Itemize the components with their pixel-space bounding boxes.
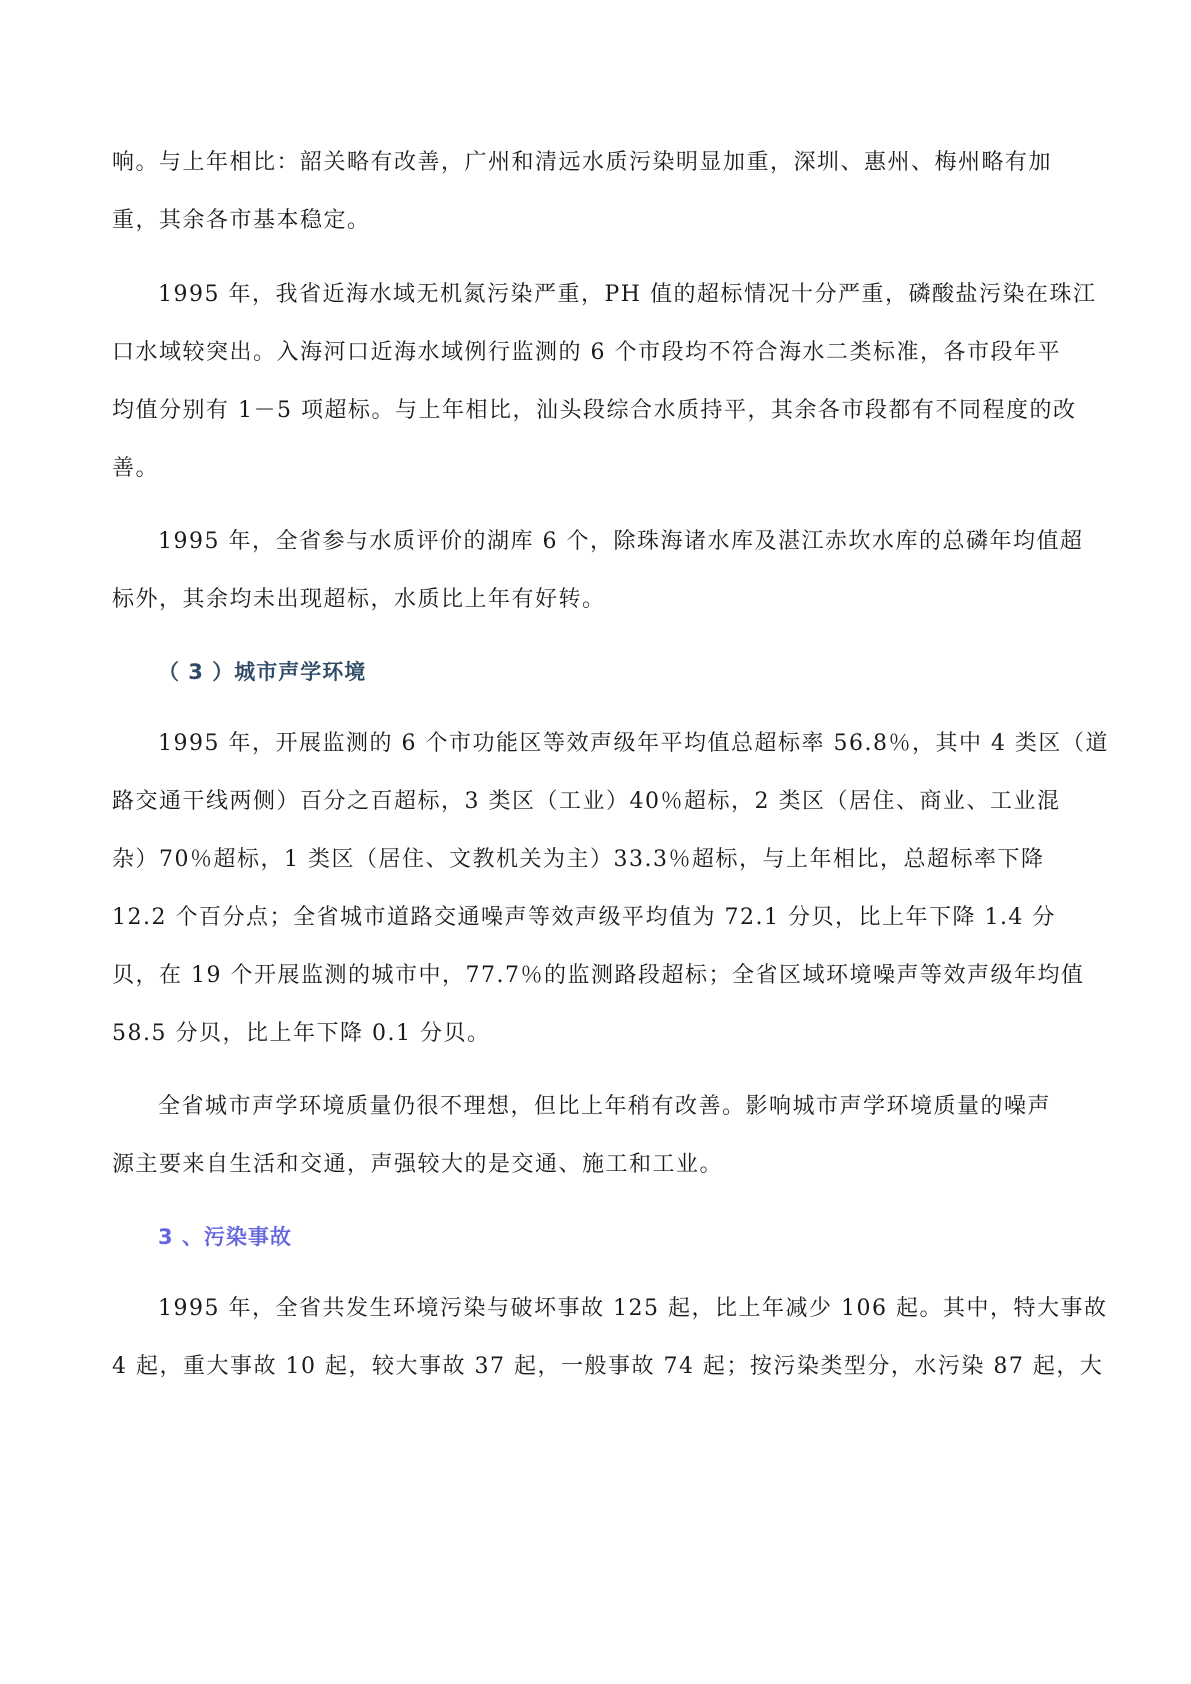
para4-line4: 12.2 个百分点；全省城市道路交通噪声等效声级平均值为 72.1 分贝，比上年下降 1.4 分	[112, 905, 1056, 930]
para1-line1: 响。与上年相比：韶关略有改善，广州和清远水质污染明显加重，深圳、惠州、梅州略有加	[112, 150, 1053, 175]
para4-line5: 贝，在 19 个开展监测的城市中，77.7％的监测路段超标；全省区域环境噪声等效声级年均值	[112, 963, 1085, 988]
para2-line2: 口水域较突出。入海河口近海水域例行监测的 6 个市段均不符合海水二类标准，各市段年平	[112, 340, 1061, 365]
para2-line1: 1995 年，我省近海水域无机氮污染严重，PH 值的超标情况十分严重，磷酸盐污染在珠江	[158, 282, 1097, 307]
para4-line2: 路交通干线两侧）百分之百超标，3 类区（工业）40％超标，2 类区（居住、商业、工业混	[112, 789, 1061, 814]
para5-line1: 全省城市声学环境质量仍很不理想，但比上年稍有改善。影响城市声学环境质量的噪声	[158, 1094, 1052, 1119]
para6-line1: 1995 年，全省共发生环境污染与破坏事故 125 起，比上年减少 106 起。其中，特大事故	[158, 1296, 1108, 1321]
para5-line2: 源主要来自生活和交通，声强较大的是交通、施工和工业。	[112, 1152, 724, 1177]
para2-line4: 善。	[112, 456, 160, 481]
para2-line3: 均值分别有 1－5 项超标。与上年相比，汕头段综合水质持平，其余各市段都有不同程度的改	[112, 398, 1077, 423]
para3-line2: 标外，其余均未出现超标，水质比上年有好转。	[112, 587, 606, 612]
para4-line1: 1995 年，开展监测的 6 个市功能区等效声级年平均值总超标率 56.8％，其中 4 类区（道	[158, 731, 1109, 756]
para6-line2: 4 起，重大事故 10 起，较大事故 37 起，一般事故 74 起；按污染类型分，水污染 87 起，大	[112, 1354, 1104, 1379]
para4-line3: 杂）70％超标，1 类区（居住、文教机关为主）33.3％超标，与上年相比，总超标率下降	[112, 847, 1045, 872]
section-heading-noise: （ 3 ）城市声学环境	[158, 660, 367, 684]
section-heading-accidents: 3 、污染事故	[158, 1225, 292, 1249]
para4-line6: 58.5 分贝，比上年下降 0.1 分贝。	[112, 1021, 491, 1046]
para3-line1: 1995 年，全省参与水质评价的湖库 6 个，除珠海诸水库及湛江赤坎水库的总磷年均值超	[158, 529, 1084, 554]
para1-line2: 重，其余各市基本稳定。	[112, 208, 371, 233]
